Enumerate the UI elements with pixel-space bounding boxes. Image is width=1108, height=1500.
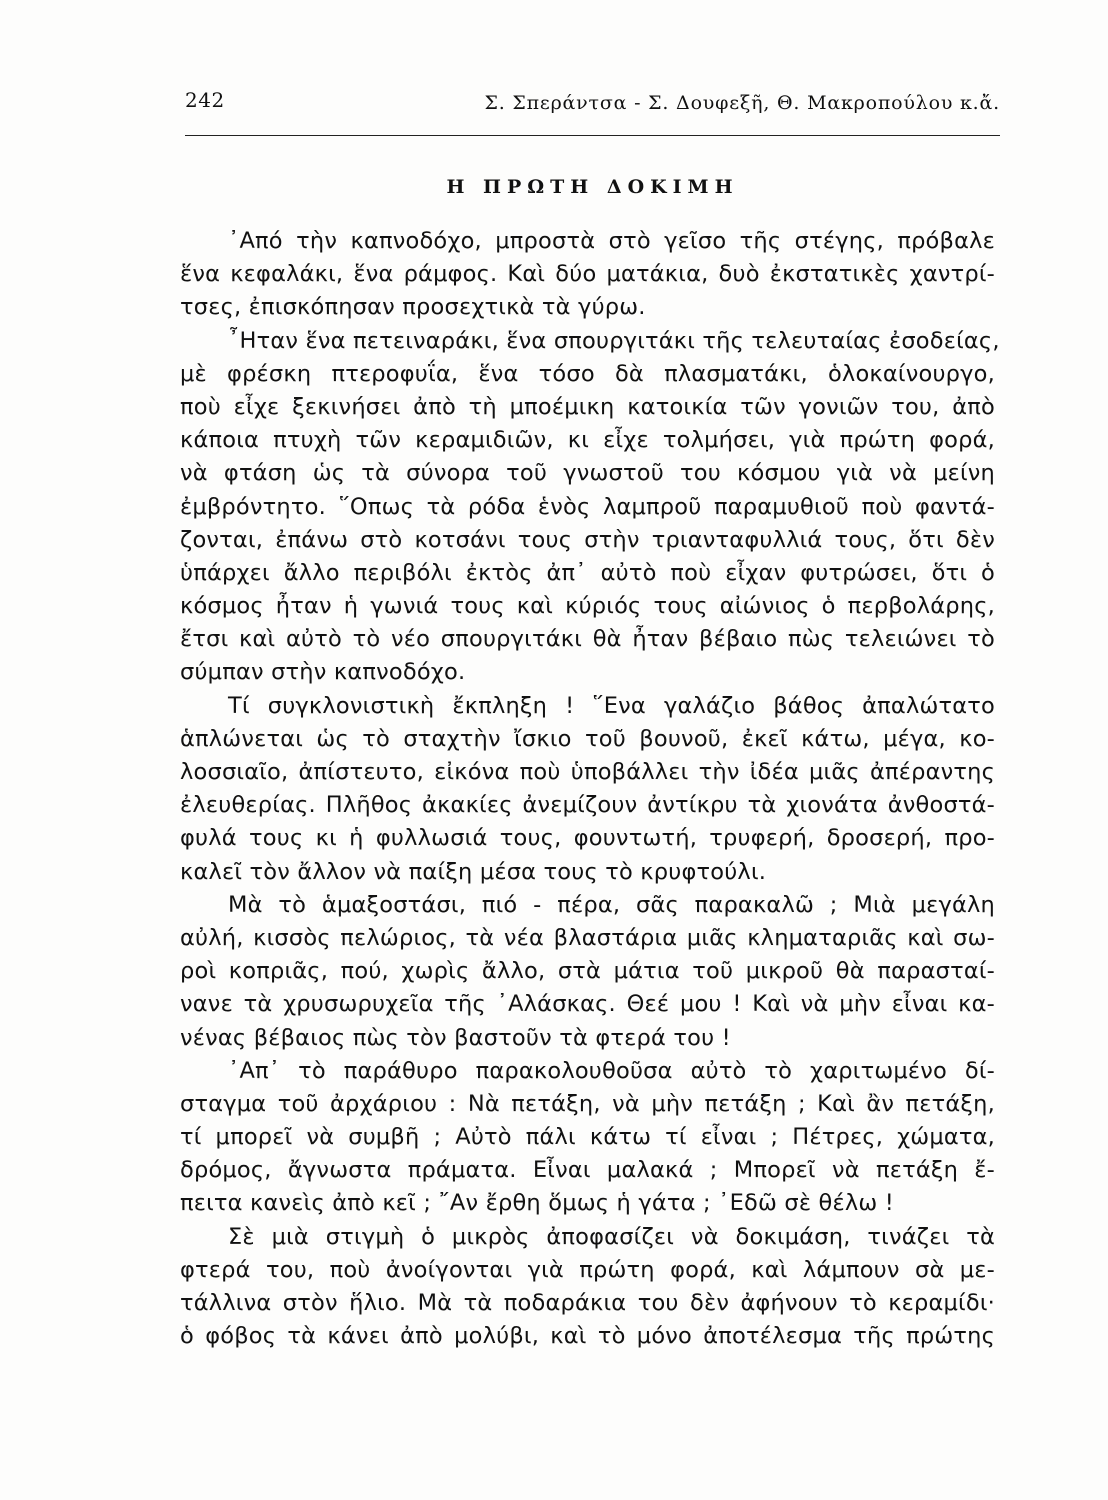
text-line: τί μπορεῖ νὰ συμβῆ ; Αὐτὸ πάλι κάτω τί εἶναι ; Πέτρες, χώματα, bbox=[180, 1124, 995, 1151]
text-line: ὁ φόβος τὰ κάνει ἀπὸ μολύβι, καὶ τὸ μόνο ἀποτέλεσμα τῆς πρώτης bbox=[180, 1323, 995, 1350]
text-line: ἕνα κεφαλάκι, ἕνα ράμφος. Καὶ δύο ματάκια, δυὸ ἐκστατικὲς χαντρί- bbox=[180, 261, 995, 288]
text-line: σύμπαν στὴν καπνοδόχο. bbox=[180, 659, 466, 686]
text-line: δρόμος, ἄγνωστα πράματα. Εἶναι μαλακά ; Μπορεῖ νὰ πετάξη ἔ- bbox=[180, 1157, 995, 1184]
text-line: αὐλή, κισσὸς πελώριος, τὰ νέα βλαστάρια μιᾶς κληματαριᾶς καὶ σω- bbox=[180, 924, 995, 951]
page-number: 242 bbox=[185, 88, 225, 112]
text-line: κάποια πτυχὴ τῶν κεραμιδιῶν, κι εἶχε τολμήσει, γιὰ πρώτη φορά, bbox=[180, 427, 995, 454]
body-text bbox=[180, 225, 1000, 1353]
text-line: ἐλευθερίας. Πλῆθος ἀκακίες ἀνεμίζουν ἀντίκρυ τὰ χιονάτα ἀνθοστά- bbox=[180, 792, 995, 819]
text-line: τάλλινα στὸν ἥλιο. Μὰ τὰ ποδαράκια του δὲν ἀφήνουν τὸ κεραμίδι· bbox=[180, 1290, 995, 1316]
text-line: κόσμος ἦταν ἡ γωνιά τους καὶ κύριός τους αἰώνιος ὁ περβολάρης, bbox=[180, 593, 995, 620]
text-line: Μὰ τὸ ἁμαξοστάσι, πιό - πέρα, σᾶς παρακαλῶ ; Μιὰ μεγάλη bbox=[228, 891, 995, 918]
text-line: πειτα κανεὶς ἀπὸ κεῖ ; ῎Αν ἔρθη ὅμως ἡ γάτα ; ᾽Εδῶ σὲ θέλω ! bbox=[180, 1190, 895, 1217]
header-rule bbox=[185, 135, 1000, 136]
text-line: Τί συγκλονιστικὴ ἔκπληξη ! ῞Ενα γαλάζιο βάθος ἀπαλώτατο bbox=[228, 692, 995, 719]
text-line: ᾽Από τὴν καπνοδόχο, μπροστὰ στὸ γεῖσο τῆς στέγης, πρόβαλε bbox=[228, 228, 995, 254]
text-line: λοσσιαῖο, ἀπίστευτο, εἰκόνα ποὺ ὑποβάλλει τὴν ἰδέα μιᾶς ἀπέραντης bbox=[180, 759, 995, 785]
text-line: καλεῖ τὸν ἄλλον νὰ παίξη μέσα τους τὸ κρυφτούλι. bbox=[180, 858, 767, 885]
text-line: νὰ φτάση ὡς τὰ σύνορα τοῦ γνωστοῦ του κόσμου γιὰ νὰ μείνη bbox=[180, 460, 995, 487]
text-line: μὲ φρέσκη πτεροφυΐα, ἕνα τόσο δὰ πλασματάκι, ὁλοκαίνουργο, bbox=[180, 360, 995, 387]
text-line: ᾽Απ᾽ τὸ παράθυρο παρακολουθοῦσα αὐτὸ τὸ χαριτωμένο δί- bbox=[228, 1057, 995, 1084]
text-line: ἁπλώνεται ὡς τὸ σταχτὴν ἴσκιο τοῦ βουνοῦ, ἐκεῖ κάτω, μέγα, κο- bbox=[180, 725, 995, 752]
text-line: ποὺ εἶχε ξεκινήσει ἀπὸ τὴ μποέμικη κατοικία τῶν γονιῶν του, ἀπὸ bbox=[180, 393, 995, 420]
text-line: φυλά τους κι ἡ φυλλωσιά τους, φουντωτή, τρυφερή, δροσερή, προ- bbox=[180, 825, 995, 852]
text-line: νένας βέβαιος πὼς τὸν βαστοῦν τὰ φτερά του ! bbox=[180, 1024, 731, 1051]
page-header-authors: Σ. Σπεράντσα - Σ. Δουφεξῆ, Θ. Μακροπούλου κ.ἄ. bbox=[484, 92, 1000, 114]
text-line: ἐμβρόντητο. ῞Οπως τὰ ρόδα ἑνὸς λαμπροῦ παραμυθιοῦ ποὺ φαντά- bbox=[180, 493, 995, 520]
text-line: Σὲ μιὰ στιγμὴ ὁ μικρὸς ἀποφασίζει νὰ δοκιμάση, τινάζει τὰ bbox=[228, 1223, 995, 1250]
text-line: φτερά του, ποὺ ἀνοίγονται γιὰ πρώτη φορά, καὶ λάμπουν σὰ με- bbox=[180, 1256, 995, 1283]
text-line: ζονται, ἐπάνω στὸ κοτσάνι τους στὴν τριανταφυλλιά τους, ὅτι δὲν bbox=[180, 526, 995, 553]
text-line: ἔτσι καὶ αὐτὸ τὸ νέο σπουργιτάκι θὰ ἦταν βέβαιο πὼς τελειώνει τὸ bbox=[180, 626, 995, 653]
text-line: ῏Ηταν ἕνα πετειναράκι, ἕνα σπουργιτάκι τῆς τελευταίας ἐσοδείας, bbox=[228, 327, 1000, 354]
text-line: ὑπάρχει ἄλλο περιβόλι ἐκτὸς ἀπ᾽ αὐτὸ ποὺ εἶχαν φυτρώσει, ὅτι ὁ bbox=[180, 559, 995, 586]
text-line: σταγμα τοῦ ἀρχάριου : Νὰ πετάξη, νὰ μὴν πετάξη ; Καὶ ἂν πετάξη, bbox=[180, 1090, 995, 1117]
text-line: τσες, ἐπισκόπησαν προσεχτικὰ τὰ γύρω. bbox=[180, 294, 646, 321]
text-line: νανε τὰ χρυσωρυχεῖα τῆς ᾽Αλάσκας. Θεέ μου ! Καὶ νὰ μὴν εἶναι κα- bbox=[180, 991, 995, 1018]
text-line: ροὶ κοπριᾶς, πού, χωρὶς ἄλλο, στὰ μάτια τοῦ μικροῦ θὰ παρασταί- bbox=[180, 958, 995, 985]
running-head bbox=[185, 88, 1000, 124]
chapter-title: Η ΠΡΩΤΗ ΔΟΚΙΜΗ bbox=[446, 176, 739, 198]
